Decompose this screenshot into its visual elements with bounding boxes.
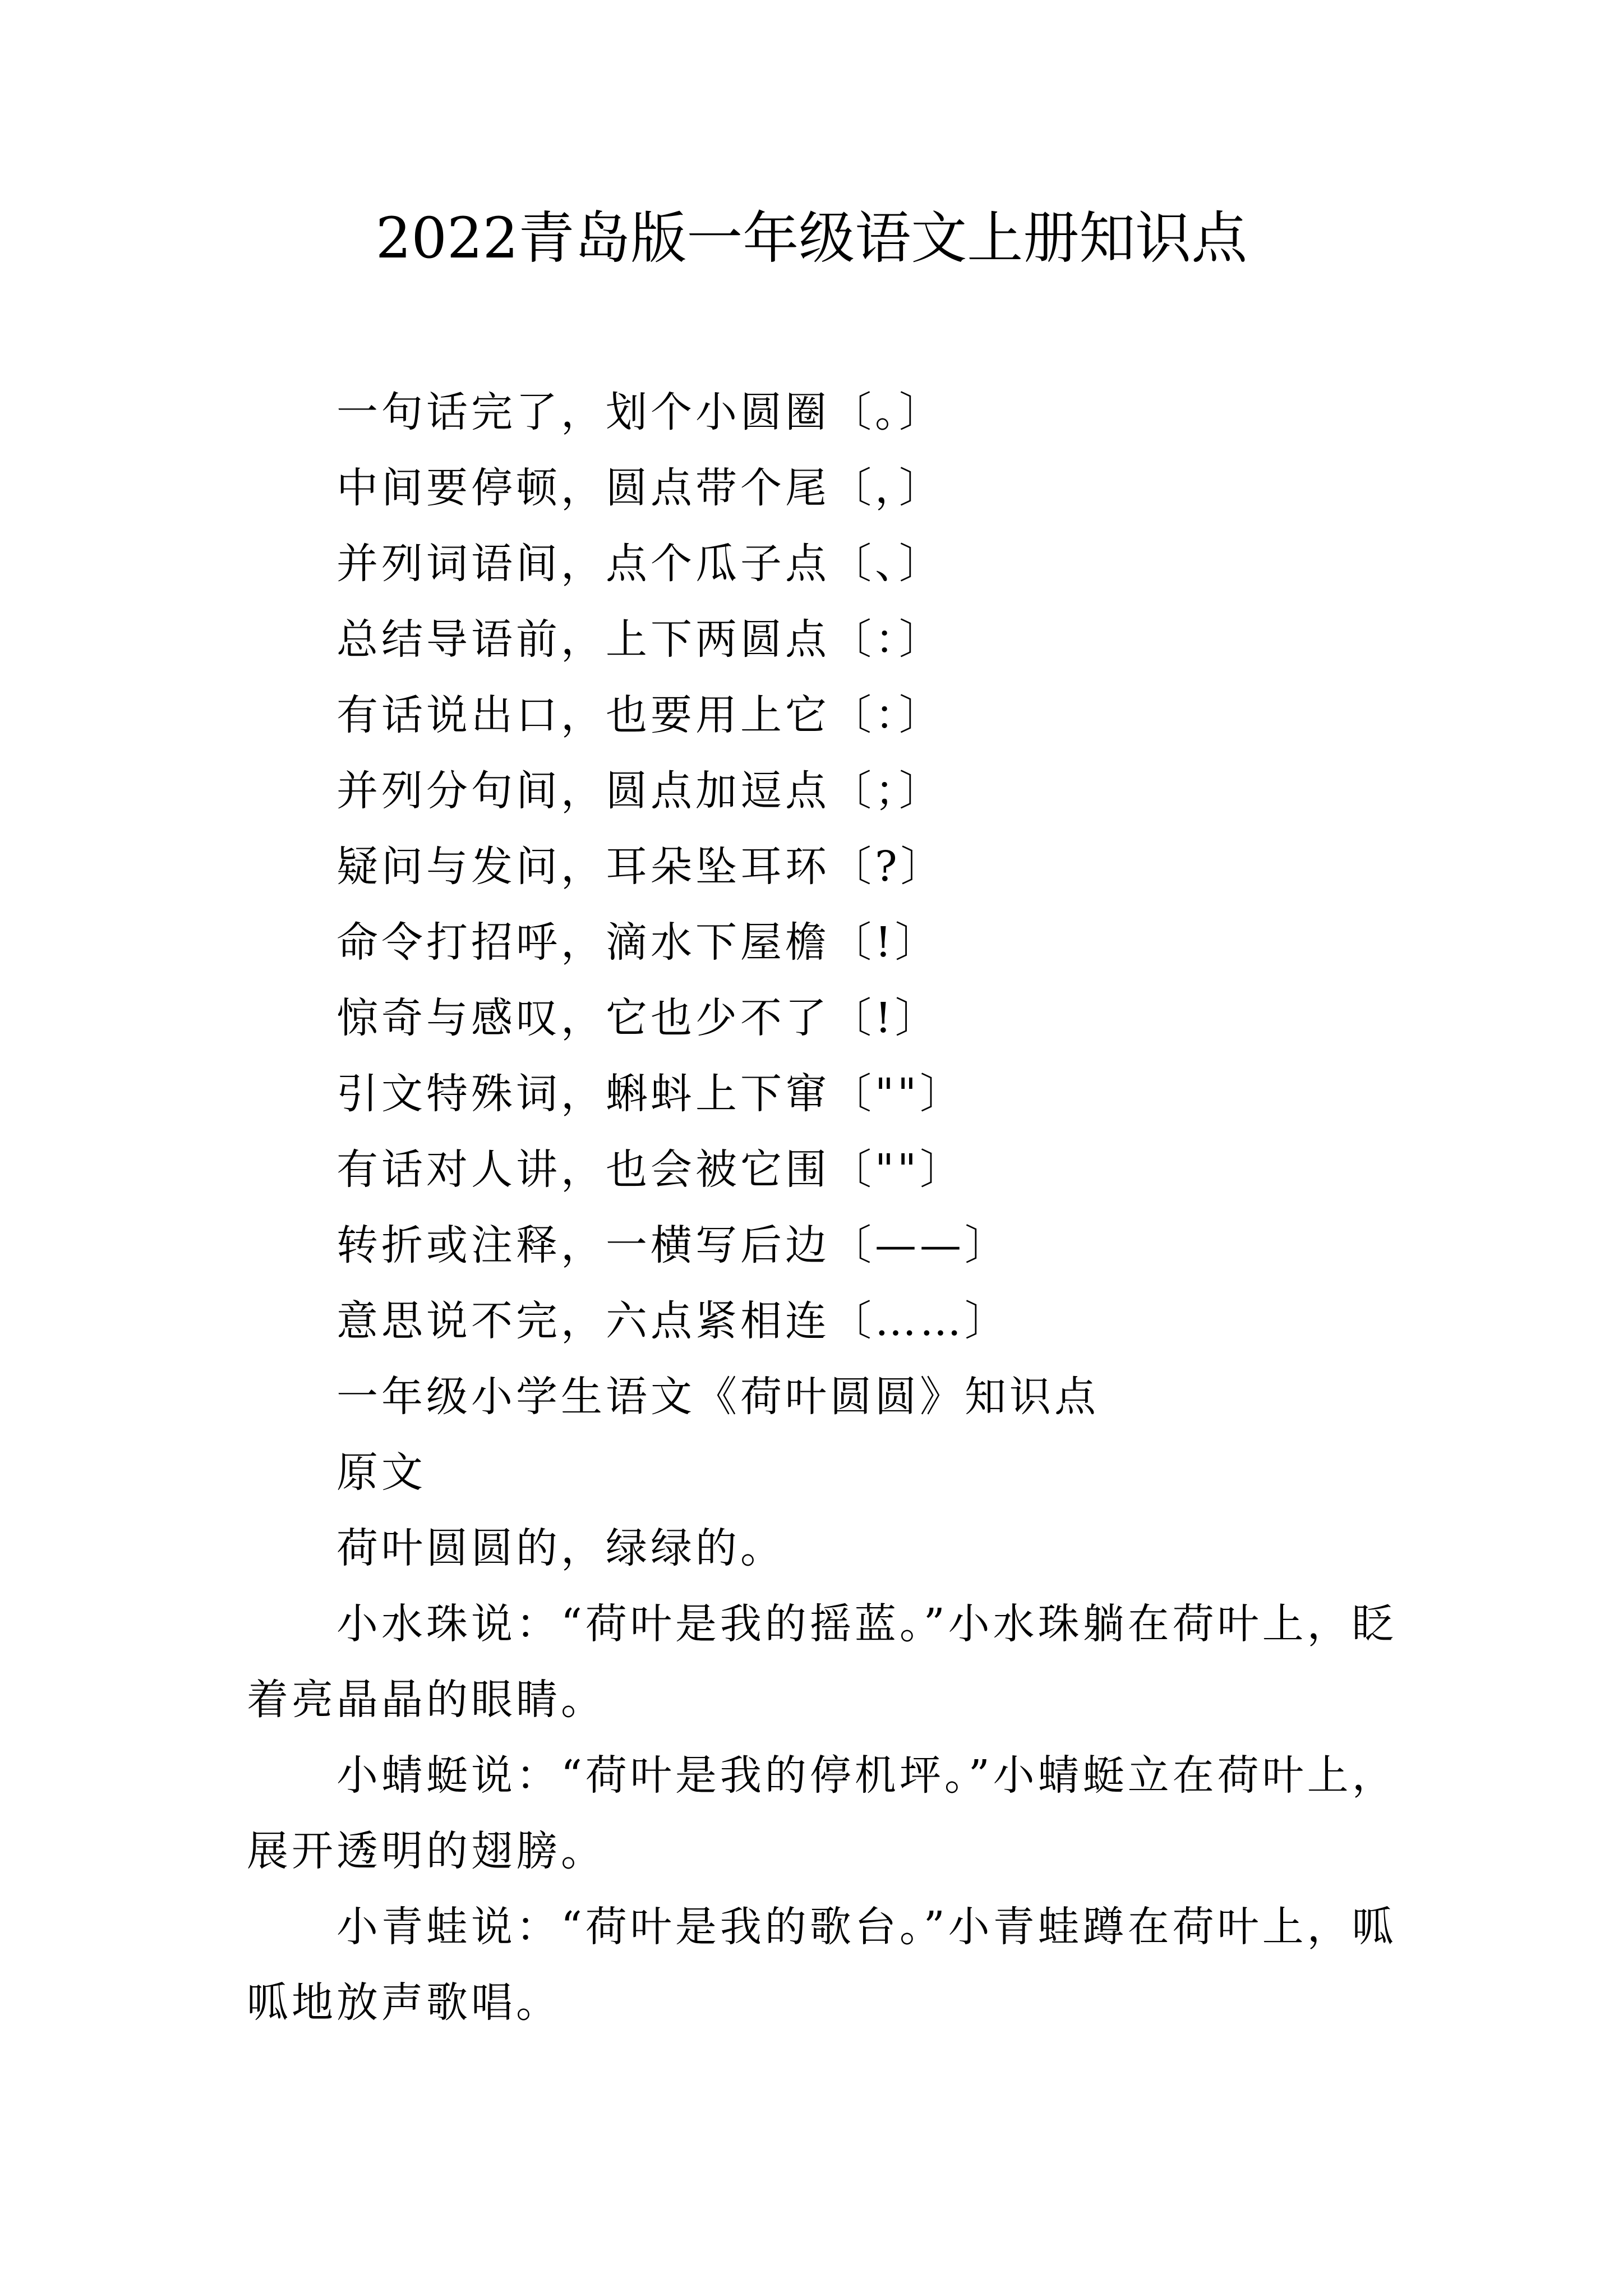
page-title: 2022青岛版一年级语文上册知识点 <box>375 205 1248 271</box>
rhyme-line: 有话对人讲，也会被它围〔""〕 <box>336 1145 965 1194</box>
original-label: 原文 <box>336 1448 426 1497</box>
rhyme-line: 总结导语前，上下两圆点〔：〕 <box>336 615 944 664</box>
section-heading: 一年级小学生语文《荷叶圆圆》知识点 <box>336 1373 1099 1421</box>
paragraph-line-continuation: 呱地放声歌唱。 <box>247 1978 561 2027</box>
paragraph-line: 小青蛙说：“荷叶是我的歌台。”小青蛙蹲在荷叶上，呱 <box>336 1903 1397 1951</box>
rhyme-line: 引文特殊词，蝌蚪上下窜〔""〕 <box>336 1070 965 1118</box>
rhyme-line: 疑问与发问，耳朵坠耳环〔?〕 <box>336 843 946 891</box>
rhyme-line: 并列分句间，圆点加逗点〔；〕 <box>336 767 944 815</box>
paragraph-line: 荷叶圆圆的，绿绿的。 <box>336 1524 785 1572</box>
rhyme-line: 惊奇与感叹，它也少不了〔!〕 <box>336 994 940 1042</box>
paragraph-line: 小水珠说：“荷叶是我的摇蓝。”小水珠躺在荷叶上，眨 <box>336 1600 1397 1648</box>
paragraph-line: 小蜻蜓说：“荷叶是我的停机坪。”小蜻蜓立在荷叶上， <box>336 1751 1397 1800</box>
rhyme-line: 命令打招呼，滴水下屋檐〔!〕 <box>336 918 940 967</box>
rhyme-line: 一句话完了，划个小圆圈〔。〕 <box>336 388 944 436</box>
paragraph-line-continuation: 着亮晶晶的眼睛。 <box>247 1676 606 1724</box>
rhyme-line: 有话说出口，也要用上它〔：〕 <box>336 691 944 739</box>
rhyme-line: 并列词语间，点个瓜子点〔、〕 <box>336 540 944 588</box>
rhyme-line: 意思说不完，六点紧相连〔……〕 <box>336 1297 1009 1345</box>
rhyme-line: 转折或注释，一横写后边〔——〕 <box>336 1221 1009 1269</box>
rhyme-line: 中间要停顿，圆点带个尾〔，〕 <box>336 464 944 512</box>
paragraph-line-continuation: 展开透明的翅膀。 <box>247 1827 606 1875</box>
